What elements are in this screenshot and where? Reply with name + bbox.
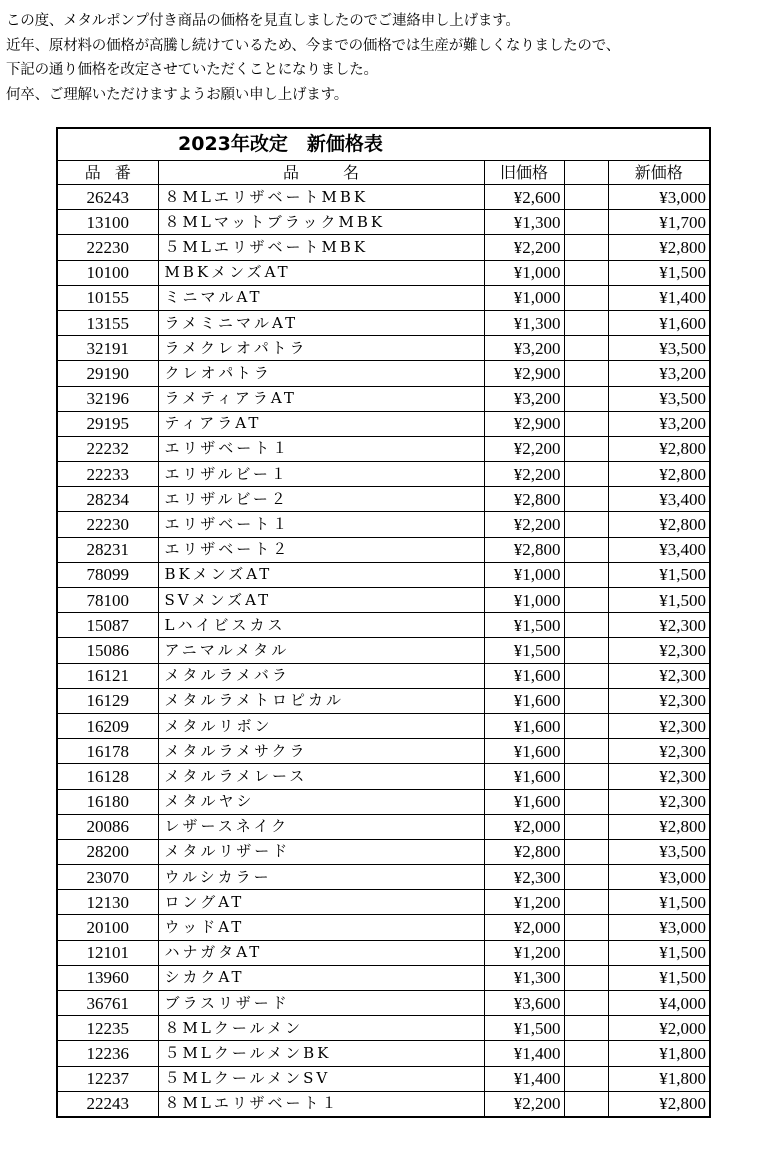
spacer-cell (564, 814, 608, 839)
header-code: 品番 (57, 161, 158, 185)
spacer-cell (564, 865, 608, 890)
product-code-cell: 16180 (57, 789, 158, 814)
header-new-price: 新価格 (608, 161, 710, 185)
old-price-cell: ¥1,300 (484, 310, 564, 335)
new-price-cell: ¥1,400 (608, 285, 710, 310)
product-code-cell: 23070 (57, 865, 158, 890)
new-price-cell: ¥3,400 (608, 487, 710, 512)
product-code-cell: 12236 (57, 1041, 158, 1066)
table-row (57, 1016, 710, 1041)
product-name-cell: ラメクレオパトラ (158, 336, 484, 361)
product-code-cell: 12237 (57, 1066, 158, 1091)
product-name-cell: ５MLクールメンSV (158, 1066, 484, 1091)
product-name-cell: エリザベート２ (158, 537, 484, 562)
new-price-cell: ¥2,300 (608, 764, 710, 789)
product-name-cell: ５MLクールメンBK (158, 1041, 484, 1066)
new-price-cell: ¥2,300 (608, 638, 710, 663)
old-price-cell: ¥1,600 (484, 739, 564, 764)
old-price-cell: ¥1,200 (484, 940, 564, 965)
spacer-cell (564, 411, 608, 436)
product-code-cell: 15087 (57, 613, 158, 638)
product-name-cell: メタルヤシ (158, 789, 484, 814)
new-price-cell: ¥1,800 (608, 1066, 710, 1091)
product-code-cell: 13155 (57, 310, 158, 335)
spacer-cell (564, 739, 608, 764)
table-row (57, 713, 710, 738)
product-name-cell: ウルシカラー (158, 865, 484, 890)
spacer-cell (564, 185, 608, 210)
new-price-cell: ¥1,500 (608, 965, 710, 990)
product-code-cell: 16129 (57, 688, 158, 713)
product-code-cell: 36761 (57, 991, 158, 1016)
spacer-cell (564, 713, 608, 738)
product-name-cell: ８MLクールメン (158, 1016, 484, 1041)
old-price-cell: ¥2,800 (484, 537, 564, 562)
table-row (57, 865, 710, 890)
old-price-cell: ¥2,800 (484, 839, 564, 864)
old-price-cell: ¥1,600 (484, 789, 564, 814)
product-name-cell: エリザベート１ (158, 436, 484, 461)
spacer-cell (564, 562, 608, 587)
table-row (57, 386, 710, 411)
table-row (57, 336, 710, 361)
product-code-cell: 16178 (57, 739, 158, 764)
spacer-cell (564, 1066, 608, 1091)
table-row (57, 814, 710, 839)
spacer-cell (564, 915, 608, 940)
table-row (57, 436, 710, 461)
product-code-cell: 15086 (57, 638, 158, 663)
old-price-cell: ¥3,200 (484, 386, 564, 411)
product-code-cell: 22232 (57, 436, 158, 461)
new-price-cell: ¥1,500 (608, 562, 710, 587)
table-row (57, 789, 710, 814)
new-price-cell: ¥3,000 (608, 915, 710, 940)
table-row (57, 260, 710, 285)
table-row (57, 487, 710, 512)
old-price-cell: ¥2,900 (484, 361, 564, 386)
old-price-cell: ¥1,300 (484, 210, 564, 235)
product-code-cell: 22233 (57, 462, 158, 487)
product-code-cell: 22230 (57, 512, 158, 537)
new-price-cell: ¥1,500 (608, 260, 710, 285)
table-row (57, 890, 710, 915)
product-code-cell: 16121 (57, 663, 158, 688)
old-price-cell: ¥2,600 (484, 185, 564, 210)
new-price-cell: ¥3,500 (608, 386, 710, 411)
old-price-cell: ¥3,200 (484, 336, 564, 361)
old-price-cell: ¥1,300 (484, 965, 564, 990)
table-row (57, 688, 710, 713)
new-price-cell: ¥2,300 (608, 688, 710, 713)
table-row (57, 940, 710, 965)
old-price-cell: ¥1,400 (484, 1066, 564, 1091)
new-price-cell: ¥2,800 (608, 235, 710, 260)
spacer-cell (564, 688, 608, 713)
new-price-cell: ¥3,500 (608, 336, 710, 361)
table-row (57, 537, 710, 562)
old-price-cell: ¥2,000 (484, 915, 564, 940)
table-row (57, 613, 710, 638)
old-price-cell: ¥3,600 (484, 991, 564, 1016)
product-name-cell: ラメミニマルAT (158, 310, 484, 335)
product-code-cell: 78100 (57, 588, 158, 613)
spacer-cell (564, 386, 608, 411)
old-price-cell: ¥1,600 (484, 663, 564, 688)
intro-line: 何卒、ご理解いただけますようお願い申し上げます。 (6, 86, 349, 103)
intro-line: 近年、原材料の価格が高騰し続けているため、今までの価格では生産が難しくなりましたので、 (6, 37, 621, 54)
table-row (57, 588, 710, 613)
new-price-cell: ¥4,000 (608, 991, 710, 1016)
table-row (57, 310, 710, 335)
product-name-cell: ロングAT (158, 890, 484, 915)
spacer-cell (564, 965, 608, 990)
table-row (57, 235, 710, 260)
new-price-cell: ¥2,300 (608, 739, 710, 764)
old-price-cell: ¥2,000 (484, 814, 564, 839)
new-price-cell: ¥2,300 (608, 613, 710, 638)
header-old-price: 旧価格 (484, 161, 564, 185)
product-code-cell: 28234 (57, 487, 158, 512)
table-row (57, 462, 710, 487)
product-code-cell: 20100 (57, 915, 158, 940)
new-price-cell: ¥3,200 (608, 411, 710, 436)
product-name-cell: ５MLエリザベートMBK (158, 235, 484, 260)
new-price-cell: ¥3,500 (608, 839, 710, 864)
spacer-cell (564, 1041, 608, 1066)
product-name-cell: ハナガタAT (158, 940, 484, 965)
product-name-cell: ラメティアラAT (158, 386, 484, 411)
spacer-cell (564, 940, 608, 965)
old-price-cell: ¥2,800 (484, 487, 564, 512)
product-name-cell: アニマルメタル (158, 638, 484, 663)
product-code-cell: 12235 (57, 1016, 158, 1041)
header-name-left: 品 (282, 163, 299, 182)
product-name-cell: ミニマルAT (158, 285, 484, 310)
spacer-cell (564, 588, 608, 613)
old-price-cell: ¥1,500 (484, 638, 564, 663)
product-code-cell: 26243 (57, 185, 158, 210)
spacer-cell (564, 487, 608, 512)
product-code-cell: 32196 (57, 386, 158, 411)
product-name-cell: BKメンズAT (158, 562, 484, 587)
product-name-cell: ウッドAT (158, 915, 484, 940)
product-code-cell: 22243 (57, 1091, 158, 1117)
spacer-cell (564, 764, 608, 789)
price-table (56, 127, 711, 1118)
product-name-cell: ８MLマットブラックMBK (158, 210, 484, 235)
new-price-cell: ¥2,300 (608, 713, 710, 738)
new-price-cell: ¥2,800 (608, 1091, 710, 1117)
table-row (57, 1041, 710, 1066)
spacer-cell (564, 336, 608, 361)
old-price-cell: ¥2,200 (484, 1091, 564, 1117)
old-price-cell: ¥2,200 (484, 235, 564, 260)
old-price-cell: ¥1,600 (484, 764, 564, 789)
new-price-cell: ¥2,300 (608, 663, 710, 688)
old-price-cell: ¥2,200 (484, 462, 564, 487)
spacer-cell (564, 310, 608, 335)
table-row (57, 285, 710, 310)
product-code-cell: 20086 (57, 814, 158, 839)
table-row (57, 839, 710, 864)
product-name-cell: メタルリボン (158, 713, 484, 738)
product-name-cell: レザースネイク (158, 814, 484, 839)
product-code-cell: 12130 (57, 890, 158, 915)
new-price-cell: ¥3,000 (608, 185, 710, 210)
spacer-cell (564, 537, 608, 562)
table-row (57, 638, 710, 663)
table-row (57, 764, 710, 789)
product-name-cell: Lハイビスカス (158, 613, 484, 638)
old-price-cell: ¥2,200 (484, 512, 564, 537)
product-code-cell: 10100 (57, 260, 158, 285)
product-name-cell: エリザルビー２ (158, 487, 484, 512)
old-price-cell: ¥1,600 (484, 713, 564, 738)
product-code-cell: 16209 (57, 713, 158, 738)
new-price-cell: ¥2,800 (608, 814, 710, 839)
old-price-cell: ¥1,000 (484, 588, 564, 613)
new-price-cell: ¥1,700 (608, 210, 710, 235)
spacer-cell (564, 210, 608, 235)
spacer-cell (564, 890, 608, 915)
old-price-cell: ¥2,200 (484, 436, 564, 461)
product-name-cell: ８MLエリザベートMBK (158, 185, 484, 210)
intro-line: 下記の通り価格を改定させていただくことになりました。 (6, 62, 378, 78)
old-price-cell: ¥2,900 (484, 411, 564, 436)
old-price-cell: ¥1,500 (484, 613, 564, 638)
spacer-cell (564, 436, 608, 461)
product-code-cell: 13100 (57, 210, 158, 235)
new-price-cell: ¥3,200 (608, 361, 710, 386)
spacer-cell (564, 235, 608, 260)
header-name-right: 名 (343, 163, 360, 182)
new-price-cell: ¥2,800 (608, 436, 710, 461)
product-name-cell: ８MLエリザベート１ (158, 1091, 484, 1117)
table-row (57, 663, 710, 688)
new-price-cell: ¥1,500 (608, 890, 710, 915)
intro-line: この度、メタルポンプ付き商品の価格を見直しましたのでご連絡申し上げます。 (6, 13, 520, 29)
product-name-cell: シカクAT (158, 965, 484, 990)
new-price-cell: ¥2,000 (608, 1016, 710, 1041)
old-price-cell: ¥1,000 (484, 285, 564, 310)
header-spacer (564, 161, 608, 185)
new-price-cell: ¥1,600 (608, 310, 710, 335)
product-code-cell: 29195 (57, 411, 158, 436)
product-code-cell: 32191 (57, 336, 158, 361)
old-price-cell: ¥1,000 (484, 562, 564, 587)
product-name-cell: MBKメンズAT (158, 260, 484, 285)
product-code-cell: 10155 (57, 285, 158, 310)
product-code-cell: 28200 (57, 839, 158, 864)
product-name-cell: エリザルビー１ (158, 462, 484, 487)
table-title: 2023年改定 新価格表 (57, 128, 710, 161)
spacer-cell (564, 361, 608, 386)
header-name (158, 161, 484, 185)
product-code-cell: 28231 (57, 537, 158, 562)
table-row (57, 411, 710, 436)
table-body (57, 185, 710, 1117)
new-price-cell: ¥1,500 (608, 588, 710, 613)
new-price-cell: ¥2,800 (608, 512, 710, 537)
table-header-row (57, 161, 710, 185)
product-name-cell: メタルラメバラ (158, 663, 484, 688)
product-name-cell: クレオパトラ (158, 361, 484, 386)
old-price-cell: ¥2,300 (484, 865, 564, 890)
table-row (57, 991, 710, 1016)
new-price-cell: ¥2,300 (608, 789, 710, 814)
product-code-cell: 29190 (57, 361, 158, 386)
spacer-cell (564, 638, 608, 663)
product-name-cell: メタルラメサクラ (158, 739, 484, 764)
table-row (57, 1091, 710, 1117)
old-price-cell: ¥1,600 (484, 688, 564, 713)
old-price-cell: ¥1,500 (484, 1016, 564, 1041)
table-row (57, 739, 710, 764)
table-row (57, 965, 710, 990)
product-code-cell: 13960 (57, 965, 158, 990)
table-row (57, 185, 710, 210)
old-price-cell: ¥1,200 (484, 890, 564, 915)
spacer-cell (564, 789, 608, 814)
product-name-cell: メタルラメトロピカル (158, 688, 484, 713)
spacer-cell (564, 285, 608, 310)
table-row (57, 1066, 710, 1091)
spacer-cell (564, 1016, 608, 1041)
new-price-cell: ¥1,800 (608, 1041, 710, 1066)
old-price-cell: ¥1,400 (484, 1041, 564, 1066)
spacer-cell (564, 991, 608, 1016)
old-price-cell: ¥1,000 (484, 260, 564, 285)
new-price-cell: ¥3,000 (608, 865, 710, 890)
product-name-cell: ティアラAT (158, 411, 484, 436)
product-name-cell: メタルリザード (158, 839, 484, 864)
new-price-cell: ¥2,800 (608, 462, 710, 487)
spacer-cell (564, 839, 608, 864)
spacer-cell (564, 663, 608, 688)
spacer-cell (564, 1091, 608, 1117)
spacer-cell (564, 260, 608, 285)
spacer-cell (564, 613, 608, 638)
product-name-cell: ブラスリザード (158, 991, 484, 1016)
product-name-cell: SVメンズAT (158, 588, 484, 613)
product-name-cell: メタルラメレース (158, 764, 484, 789)
table-row (57, 512, 710, 537)
product-code-cell: 22230 (57, 235, 158, 260)
new-price-cell: ¥3,400 (608, 537, 710, 562)
table-row (57, 562, 710, 587)
table-row (57, 361, 710, 386)
new-price-cell: ¥1,500 (608, 940, 710, 965)
spacer-cell (564, 512, 608, 537)
product-name-cell: エリザベート１ (158, 512, 484, 537)
product-code-cell: 78099 (57, 562, 158, 587)
table-row (57, 210, 710, 235)
table-row (57, 915, 710, 940)
spacer-cell (564, 462, 608, 487)
intro-text (6, 9, 754, 107)
product-code-cell: 16128 (57, 764, 158, 789)
product-code-cell: 12101 (57, 940, 158, 965)
